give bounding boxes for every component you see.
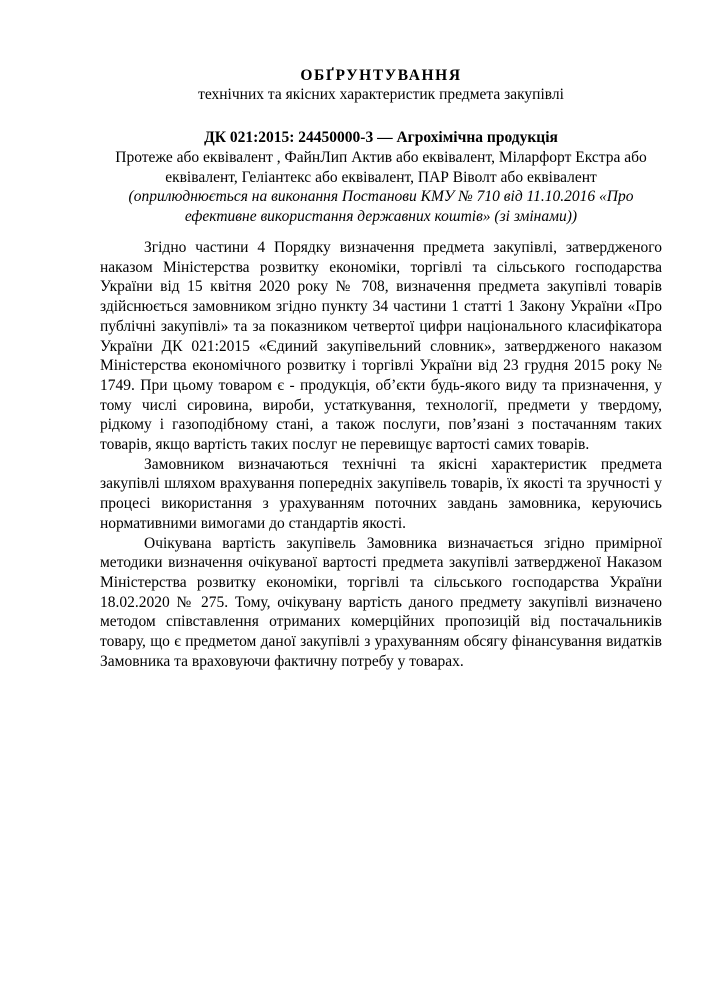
paragraph-expected-cost: Очікувана вартість закупівель Замовника визначається згідно примірної методики визначення очікуваної вартості предмета закупівлі затвердженої Наказом Міністерства розвитку економіки, торгівлі та сільського господарства України 18.02.2020 № 275. Тому, очікувану вартість даного предмету закупівлі визначено методом співставлення отриманих комерційних пропозицій від постачальників товару, що є предметом даної закупівлі з урахуванням обсягу фінансування видатків Замовника та враховуючи фактичну потребу у товарах.	[100, 534, 662, 670]
products-list: Протеже або еквівалент , ФайнЛип Актив або еквівалент, Міларфорт Екстра або еквівалент, Геліантекс або еквівалент, ПАР Віволт або еквівалент	[115, 149, 647, 186]
document-title: ОБҐРУНТУВАННЯ	[300, 67, 462, 84]
classifier-code-line: ДК 021:2015: 24450000-3 — Агрохімічна продукція	[204, 129, 558, 146]
document-subtitle: технічних та якісних характеристик предмета закупівлі	[198, 86, 564, 103]
document-header	[100, 66, 662, 226]
paragraph-characteristics: Замовником визначаються технічні та якісні характеристик предмета закупівлі шляхом врахування попередніх закупівель товарів, їх якості та зручності у процесі використання з урахуванням поточних завдань замовника, керуючись нормативними вимогами до стандартів якості.	[100, 455, 662, 532]
published-note: (оприлюднюється на виконання Постанови КМУ № 710 від 11.10.2016 «Про ефективне використання державних коштів» (зі змінами))	[128, 188, 634, 225]
paragraph-legal-basis: Згідно частини 4 Порядку визначення предмета закупівлі, затвердженого наказом Міністерства розвитку економіки, торгівлі та сільського господарства України від 15 квітня 2020 року № 708, визначення предмета закупівлі товарів здійснюється замовником згідно пункту 34 частини 1 статті 1 Закону України «Про публічні закупівлі» та за показником четвертої цифри національного класифікатора України ДК 021:2015 «Єдиний закупівельний словник», затвердженого наказом Міністерства економічного розвитку і торгівлі України від 23 грудня 2015 року № 1749. При цьому товаром є - продукція, об’єкти будь-якого виду та призначення, у тому числі сировина, вироби, устаткування, технології, предмети у твердому, рідкому і газоподібному стані, а також послуги, пов’язані з постачанням таких товарів, якщо вартість таких послуг не перевищує вартості самих товарів.	[100, 239, 662, 454]
document-body	[100, 238, 662, 671]
